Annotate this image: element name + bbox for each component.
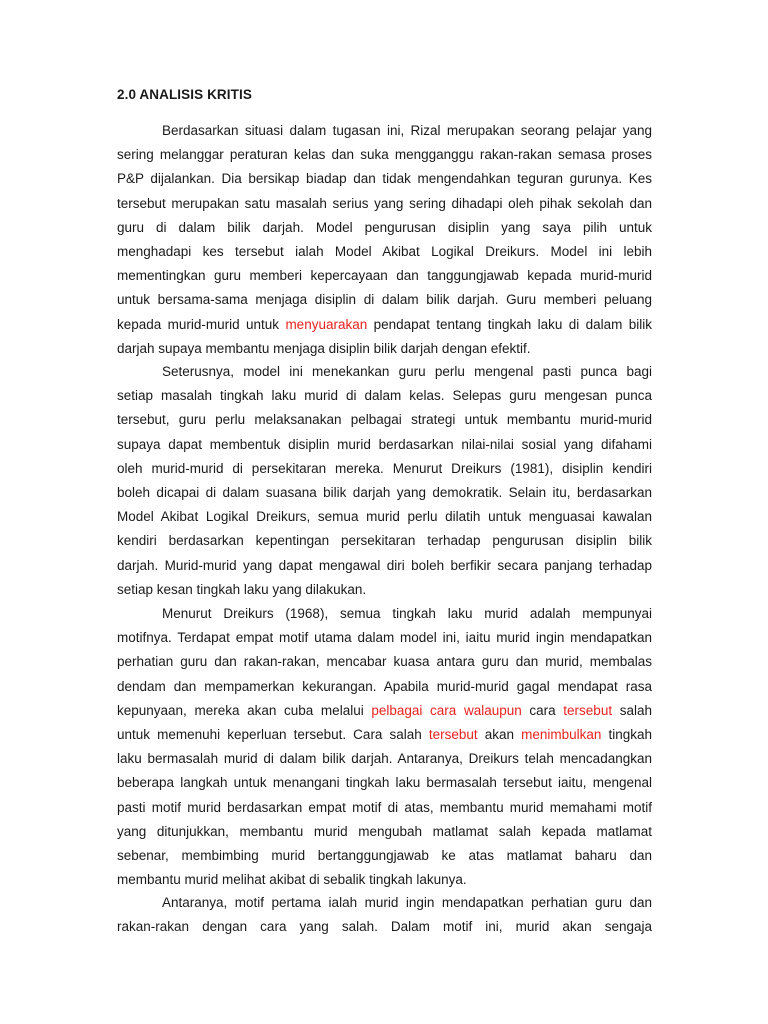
line-text: kendiri berdasarkan kepentingan persekitaran terhadap pengurusan disiplin bilik <box>117 533 652 549</box>
line-text: motifnya. Terdapat empat motif utama dalam model ini, iaitu murid ingin mendapatkan <box>117 630 652 646</box>
line-text: beberapa langkah untuk menangani tingkah laku bermasalah tersebut iaitu, mengenal <box>117 775 652 791</box>
line-text: yang ditunjukkan, membantu murid mengubah matlamat salah kepada matlamat <box>117 823 652 839</box>
paragraph-line <box>117 216 652 240</box>
line-text: membantu murid melihat akibat di sebalik tingkah lakunya. <box>117 872 467 888</box>
paragraph-line <box>117 529 652 553</box>
paragraph-line <box>117 313 652 337</box>
line-text: setiap kesan tingkah laku yang dilakukan. <box>117 581 367 597</box>
paragraph-1 <box>117 119 652 361</box>
line-text: dendam dan mempamerkan kekurangan. Apabila murid-murid gagal mendapat rasa <box>117 678 652 694</box>
line-text: kepada murid-murid untuk <box>117 316 286 332</box>
line-text: sebenar, membimbing murid bertanggungjawab ke atas matlamat baharu dan <box>117 848 652 864</box>
line-text: akan <box>477 727 522 743</box>
line-text: tersebut merupakan satu masalah serius yang sering dihadapi oleh pihak sekolah dan <box>117 195 652 211</box>
paragraph-line <box>117 891 652 915</box>
paragraph-line <box>117 505 652 529</box>
paragraph-line <box>117 264 652 288</box>
paragraph-line <box>117 143 652 167</box>
paragraph-line <box>117 554 652 578</box>
line-text: sering melanggar peraturan kelas dan suka mengganggu rakan-rakan semasa proses <box>117 147 652 163</box>
line-text: rakan-rakan dengan cara yang salah. Dalam motif ini, murid akan sengaja <box>117 919 652 935</box>
paragraph-3 <box>117 602 652 892</box>
highlighted-word: menimbulkan <box>521 727 602 743</box>
line-text: cara <box>521 702 564 718</box>
line-text: kepunyaan, mereka akan cuba melalui <box>117 702 372 718</box>
line-text: P&P dijalankan. Dia bersikap biadap dan tidak mengendahkan teguran gurunya. Kes <box>117 171 652 187</box>
paragraph-line <box>117 433 652 457</box>
paragraph-line <box>117 796 652 820</box>
paragraph-line <box>117 650 652 674</box>
line-text: Berdasarkan situasi dalam tugasan ini, Rizal merupakan seorang pelajar yang <box>162 123 652 138</box>
line-text: salah <box>612 702 652 718</box>
paragraph-line <box>117 337 652 361</box>
line-text: perhatian guru dan rakan-rakan, mencabar kuasa antara guru dan murid, membalas <box>117 654 652 670</box>
paragraph-line <box>117 699 652 723</box>
paragraph-line <box>117 626 652 650</box>
highlighted-word: menyuarakan <box>285 316 368 332</box>
paragraph-line <box>117 481 652 505</box>
line-text: untuk bersama-sama menjaga disiplin di dalam bilik darjah. Guru memberi peluang <box>117 292 652 308</box>
paragraph-line <box>117 868 652 892</box>
paragraph-line <box>117 578 652 602</box>
section-heading: 2.0 ANALISIS KRITIS <box>117 87 252 102</box>
line-text: pasti motif murid berdasarkan empat motif di atas, membantu murid memahami motif <box>117 799 652 815</box>
line-text: untuk memenuhi keperluan tersebut. Cara salah <box>117 727 429 743</box>
line-text: guru di dalam bilik darjah. Model pengurusan disiplin yang saya pilih untuk <box>117 219 652 235</box>
paragraph-line <box>117 288 652 312</box>
line-text: darjah supaya membantu menjaga disiplin bilik darjah dengan efektif. <box>117 340 531 356</box>
line-text: Model Akibat Logikal Dreikurs, semua murid perlu dilatih untuk menguasai kawalan <box>117 509 652 525</box>
line-text: oleh murid-murid di persekitaran mereka. Menurut Dreikurs (1981), disiplin kendiri <box>117 460 652 476</box>
paragraph-line <box>117 820 652 844</box>
line-text: darjah. Murid-murid yang dapat mengawal diri boleh berfikir secara panjang terhadap <box>117 557 652 573</box>
line-text: menghadapi kes tersebut ialah Model Akibat Logikal Dreikurs. Model ini lebih <box>117 244 652 260</box>
line-text: Menurut Dreikurs (1968), semua tingkah laku murid adalah mempunyai <box>162 606 652 621</box>
paragraph-line <box>117 747 652 771</box>
paragraph-line <box>117 360 652 384</box>
line-text: Seterusnya, model ini menekankan guru perlu mengenal pasti punca bagi <box>162 364 652 379</box>
line-text: boleh dicapai di dalam suasana bilik darjah yang demokratik. Selain itu, berdasarkan <box>117 485 652 501</box>
paragraph-line <box>117 457 652 481</box>
paragraph-2 <box>117 360 652 602</box>
paragraph-line <box>117 408 652 432</box>
paragraph-line <box>117 240 652 264</box>
paragraph-line <box>117 384 652 408</box>
paragraph-4 <box>117 891 652 939</box>
line-text: laku bermasalah murid di dalam bilik darjah. Antaranya, Dreikurs telah mencadangkan <box>117 751 652 767</box>
line-text: tingkah <box>601 727 652 743</box>
paragraph-line <box>117 192 652 216</box>
line-text: supaya dapat membentuk disiplin murid berdasarkan nilai-nilai sosial yang difahami <box>117 436 652 452</box>
highlighted-word: pelbagai cara walaupun <box>371 702 522 718</box>
paragraph-line <box>117 675 652 699</box>
line-text: Antaranya, motif pertama ialah murid ingin mendapatkan perhatian guru dan <box>162 895 652 910</box>
line-text: setiap masalah tingkah laku murid di dalam kelas. Selepas guru mengesan punca <box>117 388 652 404</box>
paragraph-line <box>117 723 652 747</box>
paragraph-line <box>117 915 652 939</box>
highlighted-word: tersebut <box>563 702 613 718</box>
paragraph-line <box>117 602 652 626</box>
paragraph-line <box>117 844 652 868</box>
line-text: mementingkan guru memberi kepercayaan dan tanggungjawab kepada murid-murid <box>117 268 652 284</box>
paragraph-line <box>117 167 652 191</box>
paragraph-line <box>117 771 652 795</box>
line-text: tersebut, guru perlu melaksanakan pelbagai strategi untuk membantu murid-murid <box>117 412 652 428</box>
paragraph-line <box>117 119 652 143</box>
highlighted-word: tersebut <box>428 727 478 743</box>
line-text: pendapat tentang tingkah laku di dalam bilik <box>367 316 653 332</box>
